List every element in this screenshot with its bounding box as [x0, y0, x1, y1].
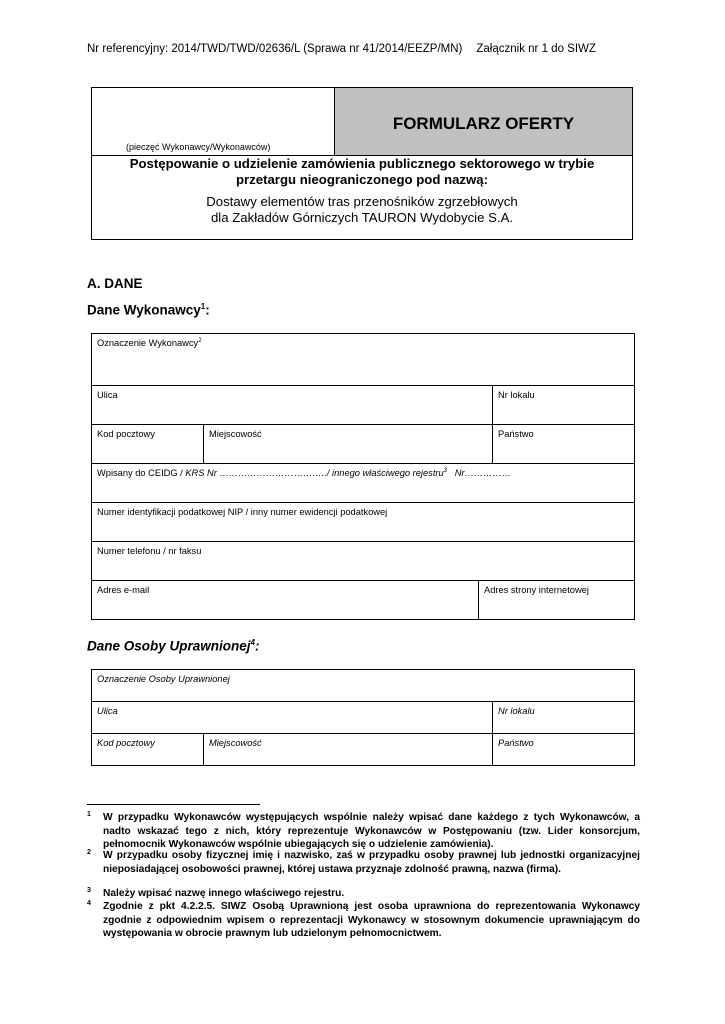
annex-label: Załącznik nr 1 do SIWZ: [476, 43, 596, 55]
authorized-person-heading: Dane Osoby Uprawnionej$^4$:: [87, 638, 260, 654]
procedure-description: [92, 156, 632, 188]
contractor-designation-field[interactable]: Oznaczenie Wykonawcy$^2$: [92, 334, 635, 386]
website-field[interactable]: Adres strony internetowej: [479, 581, 635, 620]
authorized-postal-code-field[interactable]: Kod pocztowy: [92, 734, 204, 766]
street-field[interactable]: Ulica: [92, 386, 493, 425]
authorized-country-field[interactable]: Państwo: [493, 734, 635, 766]
phone-fax-field[interactable]: Numer telefonu / nr faksu: [92, 542, 635, 581]
footnote-2: 2 W przypadku osoby fizycznej imię i nazwisko, zaś w przypadku osoby prawnej lub jednostki organizacyjnej nieposiadającej osobowości prawnej, której ustawa przyznaje zdolność prawną, nazwa (firma).: [87, 849, 640, 875]
procurement-subject: [92, 194, 632, 226]
footnote-separator: [87, 804, 260, 805]
form-title: FORMULARZ OFERTY: [392, 114, 575, 133]
stamp-label: (pieczęć Wykonawcy/Wykonawców): [126, 142, 271, 152]
procedure-line-1: Postępowanie o udzielenie zamówienia publicznego sektorowego w trybie: [129, 156, 595, 171]
registry-field[interactable]: Wpisany do CEIDG / KRS Nr ……………………………../ innego właściwego rejestru$^3$ Nr……………: [92, 464, 635, 503]
authorized-city-field[interactable]: Miejscowość: [204, 734, 493, 766]
footnote-4: 4 Zgodnie z pkt 4.2.2.5. SIWZ Osobą Uprawnioną jest osoba uprawniona do reprezentowania Wykonawcy zgodnie z odpowiednim wpisem o reprezentacji Wykonawcy w stosownym dokumencie uprawniającym do występowania w obrocie prawnym lub udzielonym pełnomocnictwem.: [87, 900, 640, 939]
subject-line-1: Dostawy elementów tras przenośników zgrzebłowych: [206, 194, 518, 209]
authorized-person-table: [91, 669, 635, 766]
stamp-area: [92, 88, 335, 155]
section-a-heading: A. DANE: [87, 276, 143, 291]
tax-id-field[interactable]: Numer identyfikacji podatkowej NIP / inny numer ewidencji podatkowej: [92, 503, 635, 542]
reference-number: Nr referencyjny: 2014/TWD/TWD/02636/L (Sprawa nr 41/2014/EEZP/MN): [87, 43, 463, 55]
email-field[interactable]: Adres e-mail: [92, 581, 479, 620]
procedure-line-2: przetargu nieograniczonego pod nazwą:: [235, 172, 489, 187]
contractor-data-table: [91, 333, 635, 620]
authorized-designation-field[interactable]: Oznaczenie Osoby Uprawnionej: [92, 670, 635, 702]
city-field[interactable]: Miejscowość: [204, 425, 493, 464]
postal-code-field[interactable]: Kod pocztowy: [92, 425, 204, 464]
unit-number-field[interactable]: Nr lokalu: [493, 386, 635, 425]
form-title-cell: [335, 88, 632, 155]
footnote-1: 1 W przypadku Wykonawców występujących wspólnie należy wpisać dane każdego z tych Wykonawców, a nadto wskazać tego z nich, który reprezentuje Wykonawców w Postępowaniu (tzw. Lider konsorcjum, pełnomocnik Wykonawców wspólnie ubiegających się o udzielenie zamówienia).: [87, 811, 640, 850]
offer-header-box: [91, 87, 633, 240]
document-header: [87, 43, 596, 55]
contractor-data-heading: Dane Wykonawcy$^1$:: [87, 302, 210, 318]
authorized-street-field[interactable]: Ulica: [92, 702, 493, 734]
subject-line-2: dla Zakładów Górniczych TAURON Wydobycie S.A.: [210, 210, 514, 225]
footnote-3: 3 Należy wpisać nazwę innego właściwego rejestru.: [87, 887, 345, 899]
country-field[interactable]: Państwo: [493, 425, 635, 464]
authorized-unit-number-field[interactable]: Nr lokalu: [493, 702, 635, 734]
